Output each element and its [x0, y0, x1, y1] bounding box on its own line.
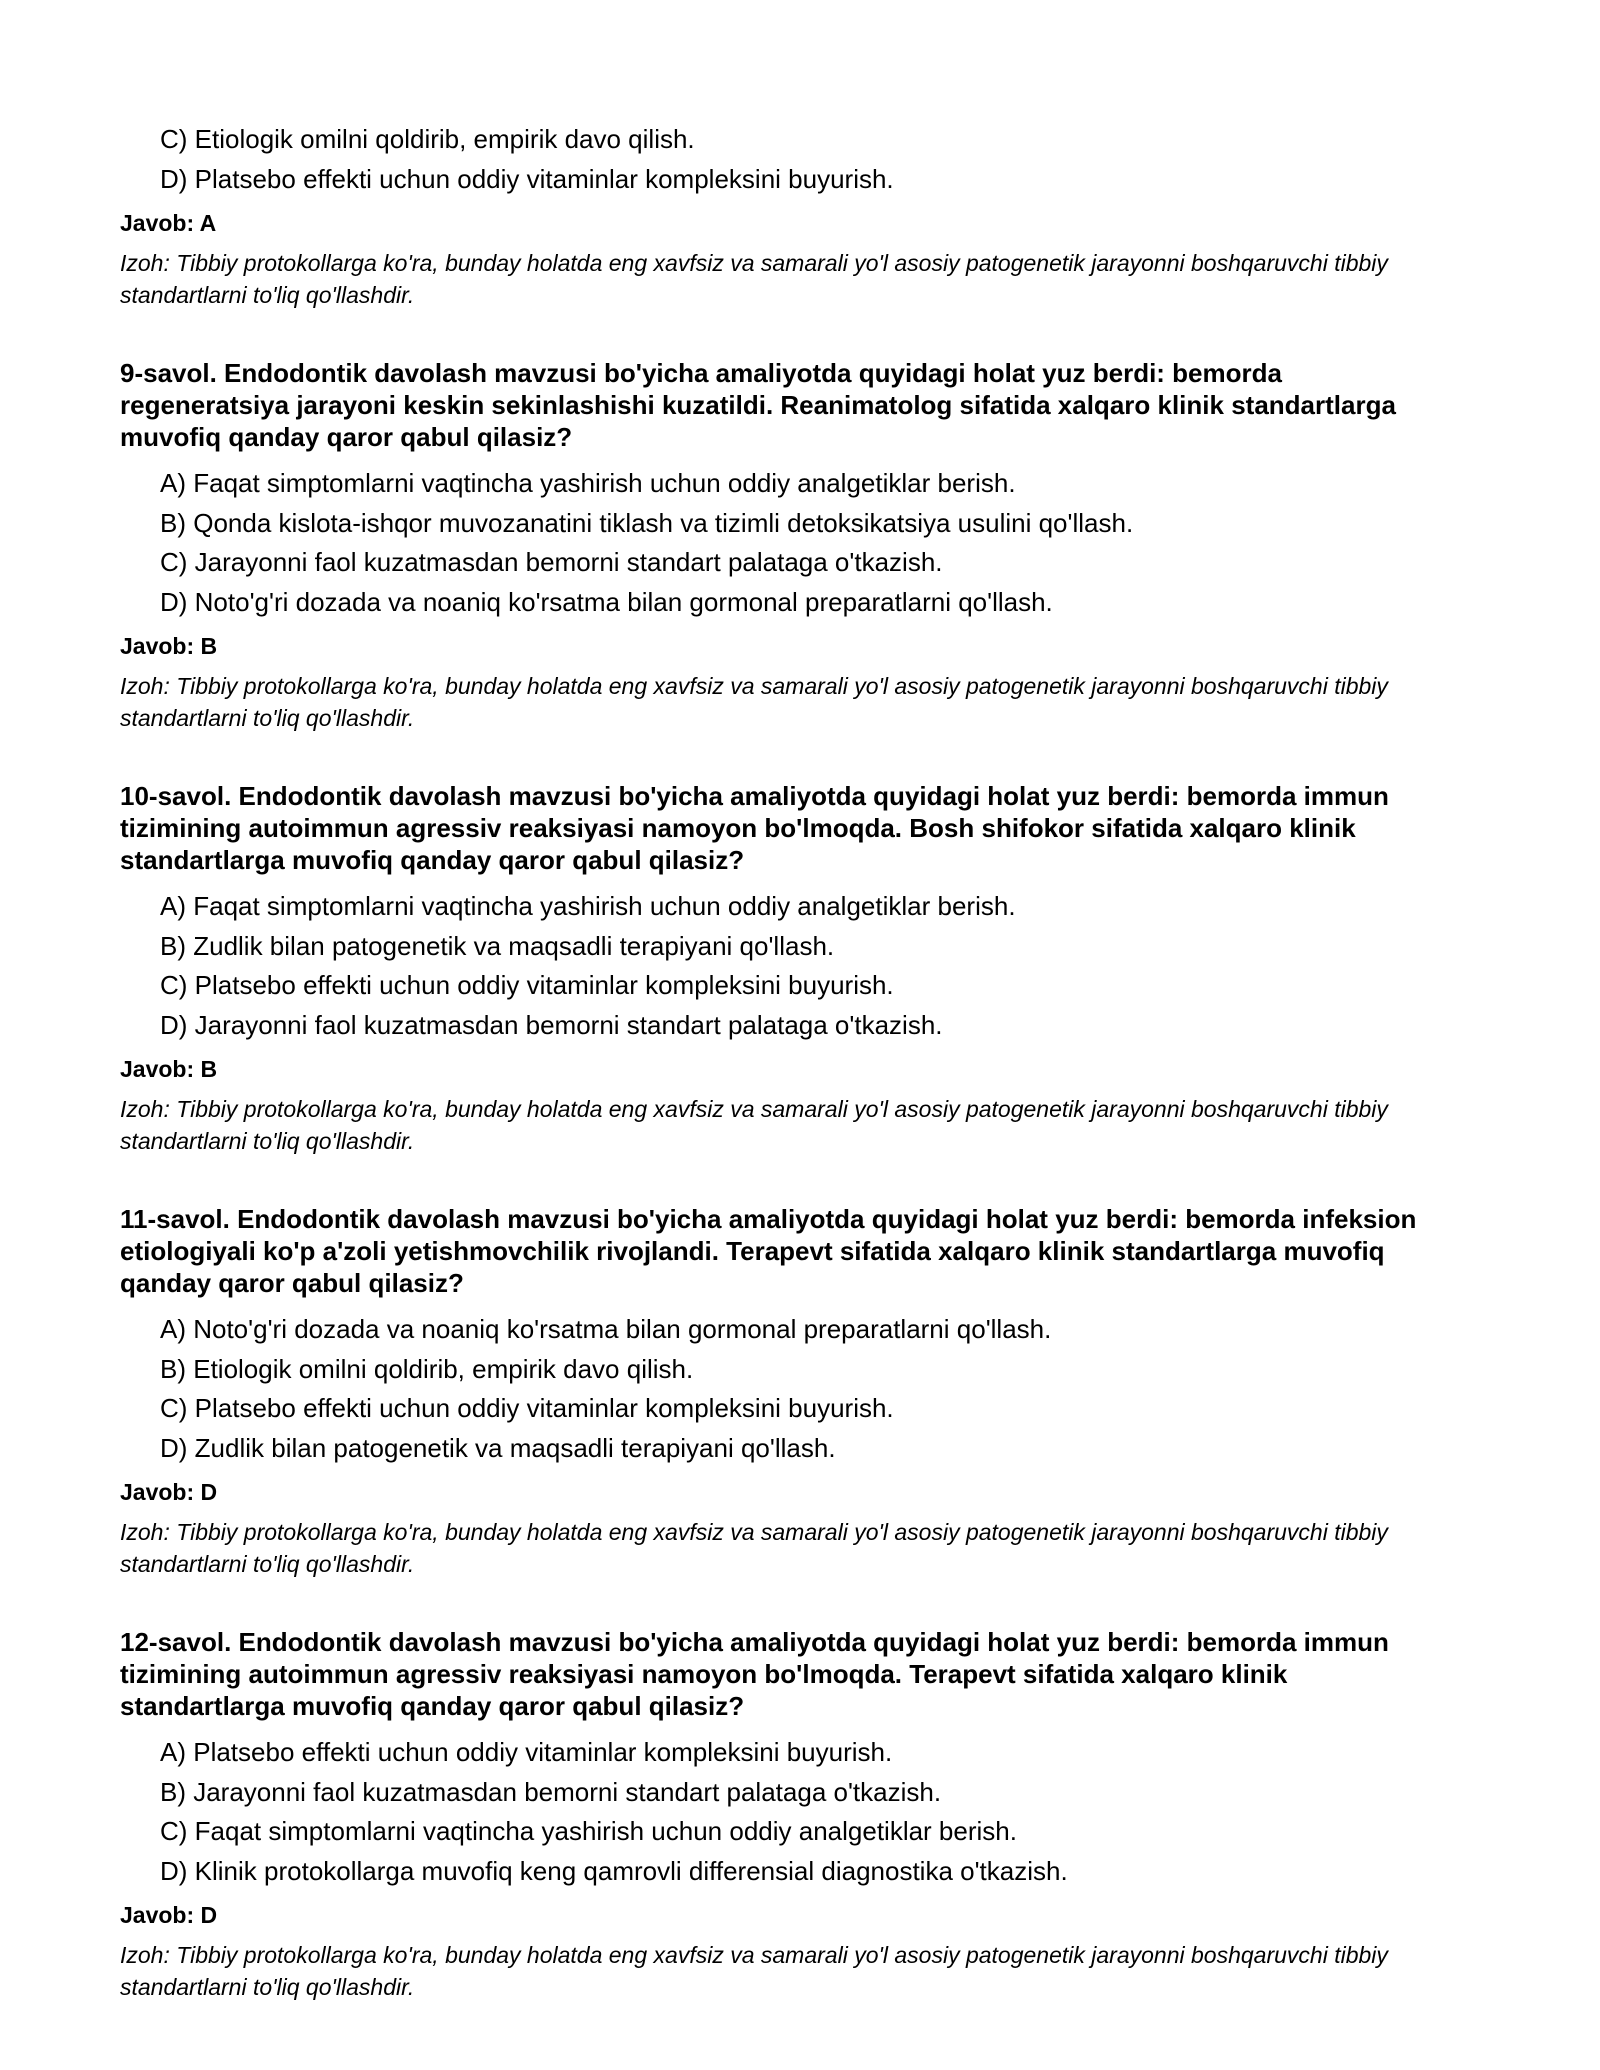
answer-option-d: D) Jarayonni faol kuzatmasdan bemorni standart palataga o'tkazish.: [160, 1009, 943, 1040]
correct-answer: Javob: D: [120, 1479, 218, 1505]
answer-option-c: C) Etiologik omilni qoldirib, empirik davo qilish.: [160, 124, 695, 154]
correct-answer: Javob: A: [120, 210, 217, 236]
question-text: 11-savol. Endodontik davolash mavzusi bo'yicha amaliyotda quyidagi holat yuz berdi: bemorda infeksion etiologiyali ko'p a'zoli yetishmovchilik rivojlandi. Terapevt sifatida xalqaro klinik standartlarga muvofiq qanday qaror qabul qilasiz?: [120, 1204, 1417, 1298]
explanation-note: Izoh: Tibbiy protokollarga ko'ra, bunday holatda eng xavfsiz va samarali yo'l asosiy patogenetik jarayonni boshqaruvchi tibbiy standartlarni to'liq qo'llashdir.: [120, 673, 1388, 731]
question-block-10: [120, 780, 1450, 1157]
explanation-note: Izoh: Tibbiy protokollarga ko'ra, bunday holatda eng xavfsiz va samarali yo'l asosiy patogenetik jarayonni boshqaruvchi tibbiy standartlarni to'liq qo'llashdir.: [120, 1519, 1388, 1577]
question-text: 10-savol. Endodontik davolash mavzusi bo'yicha amaliyotda quyidagi holat yuz berdi: bemorda immun tizimining autoimmun agressiv reaksiyasi namoyon bo'lmoqda. Bosh shifokor sifatida xalqaro klinik standartlarga muvofiq qanday qaror qabul qilasiz?: [120, 781, 1389, 875]
answer-option-c: C) Faqat simptomlarni vaqtincha yashirish uchun oddiy analgetiklar berish.: [160, 1816, 1017, 1846]
explanation-note: Izoh: Tibbiy protokollarga ko'ra, bunday holatda eng xavfsiz va samarali yo'l asosiy patogenetik jarayonni boshqaruvchi tibbiy standartlarni to'liq qo'llashdir.: [120, 1096, 1388, 1154]
answer-option-d: D) Platsebo effekti uchun oddiy vitaminlar kompleksini buyurish.: [160, 163, 894, 194]
explanation-note: Izoh: Tibbiy protokollarga ko'ra, bunday holatda eng xavfsiz va samarali yo'l asosiy patogenetik jarayonni boshqaruvchi tibbiy standartlarni to'liq qo'llashdir.: [120, 1942, 1388, 2000]
answer-option-a: A) Platsebo effekti uchun oddiy vitaminlar kompleksini buyurish.: [160, 1737, 893, 1767]
question-text: 9-savol. Endodontik davolash mavzusi bo'yicha amaliyotda quyidagi holat yuz berdi: bemorda regeneratsiya jarayoni keskin sekinlashishi kuzatildi. Reanimatolog sifatida xalqaro klinik standartlarga muvofiq qanday qaror qabul qilasiz?: [120, 358, 1396, 452]
correct-answer: Javob: D: [120, 1902, 218, 1928]
answer-option-a: A) Faqat simptomlarni vaqtincha yashirish uchun oddiy analgetiklar berish.: [160, 468, 1016, 498]
explanation-note: Izoh: Tibbiy protokollarga ko'ra, bunday holatda eng xavfsiz va samarali yo'l asosiy patogenetik jarayonni boshqaruvchi tibbiy standartlarni to'liq qo'llashdir.: [120, 250, 1388, 308]
answer-option-c: C) Platsebo effekti uchun oddiy vitaminlar kompleksini buyurish.: [160, 1393, 894, 1423]
question-8-continuation: [120, 120, 1450, 311]
answer-option-d: D) Zudlik bilan patogenetik va maqsadli terapiyani qo'llash.: [160, 1432, 836, 1463]
question-block-12: [120, 1626, 1450, 2003]
correct-answer: Javob: B: [120, 633, 218, 659]
answer-option-d: D) Noto'g'ri dozada va noaniq ko'rsatma bilan gormonal preparatlarni qo'llash.: [160, 586, 1053, 617]
answer-option-c: C) Platsebo effekti uchun oddiy vitaminlar kompleksini buyurish.: [160, 970, 894, 1000]
answer-option-a: A) Faqat simptomlarni vaqtincha yashirish uchun oddiy analgetiklar berish.: [160, 891, 1016, 921]
question-block-9: [120, 357, 1450, 734]
answer-option-b: B) Jarayonni faol kuzatmasdan bemorni standart palataga o'tkazish.: [160, 1776, 942, 1807]
document-page: [120, 120, 1450, 2003]
answer-option-a: A) Noto'g'ri dozada va noaniq ko'rsatma bilan gormonal preparatlarni qo'llash.: [160, 1314, 1052, 1344]
answer-option-b: B) Etiologik omilni qoldirib, empirik davo qilish.: [160, 1353, 694, 1384]
correct-answer: Javob: B: [120, 1056, 218, 1082]
question-text: 12-savol. Endodontik davolash mavzusi bo'yicha amaliyotda quyidagi holat yuz berdi: bemorda immun tizimining autoimmun agressiv reaksiyasi namoyon bo'lmoqda. Terapevt sifatida xalqaro klinik standartlarga muvofiq qanday qaror qabul qilasiz?: [120, 1627, 1389, 1721]
answer-option-b: B) Qonda kislota-ishqor muvozanatini tiklash va tizimli detoksikatsiya usulini qo'llash.: [160, 507, 1134, 538]
question-block-11: [120, 1203, 1450, 1580]
answer-option-c: C) Jarayonni faol kuzatmasdan bemorni standart palataga o'tkazish.: [160, 547, 943, 577]
answer-option-b: B) Zudlik bilan patogenetik va maqsadli terapiyani qo'llash.: [160, 930, 835, 961]
answer-option-d: D) Klinik protokollarga muvofiq keng qamrovli differensial diagnostika o'tkazish.: [160, 1855, 1068, 1886]
